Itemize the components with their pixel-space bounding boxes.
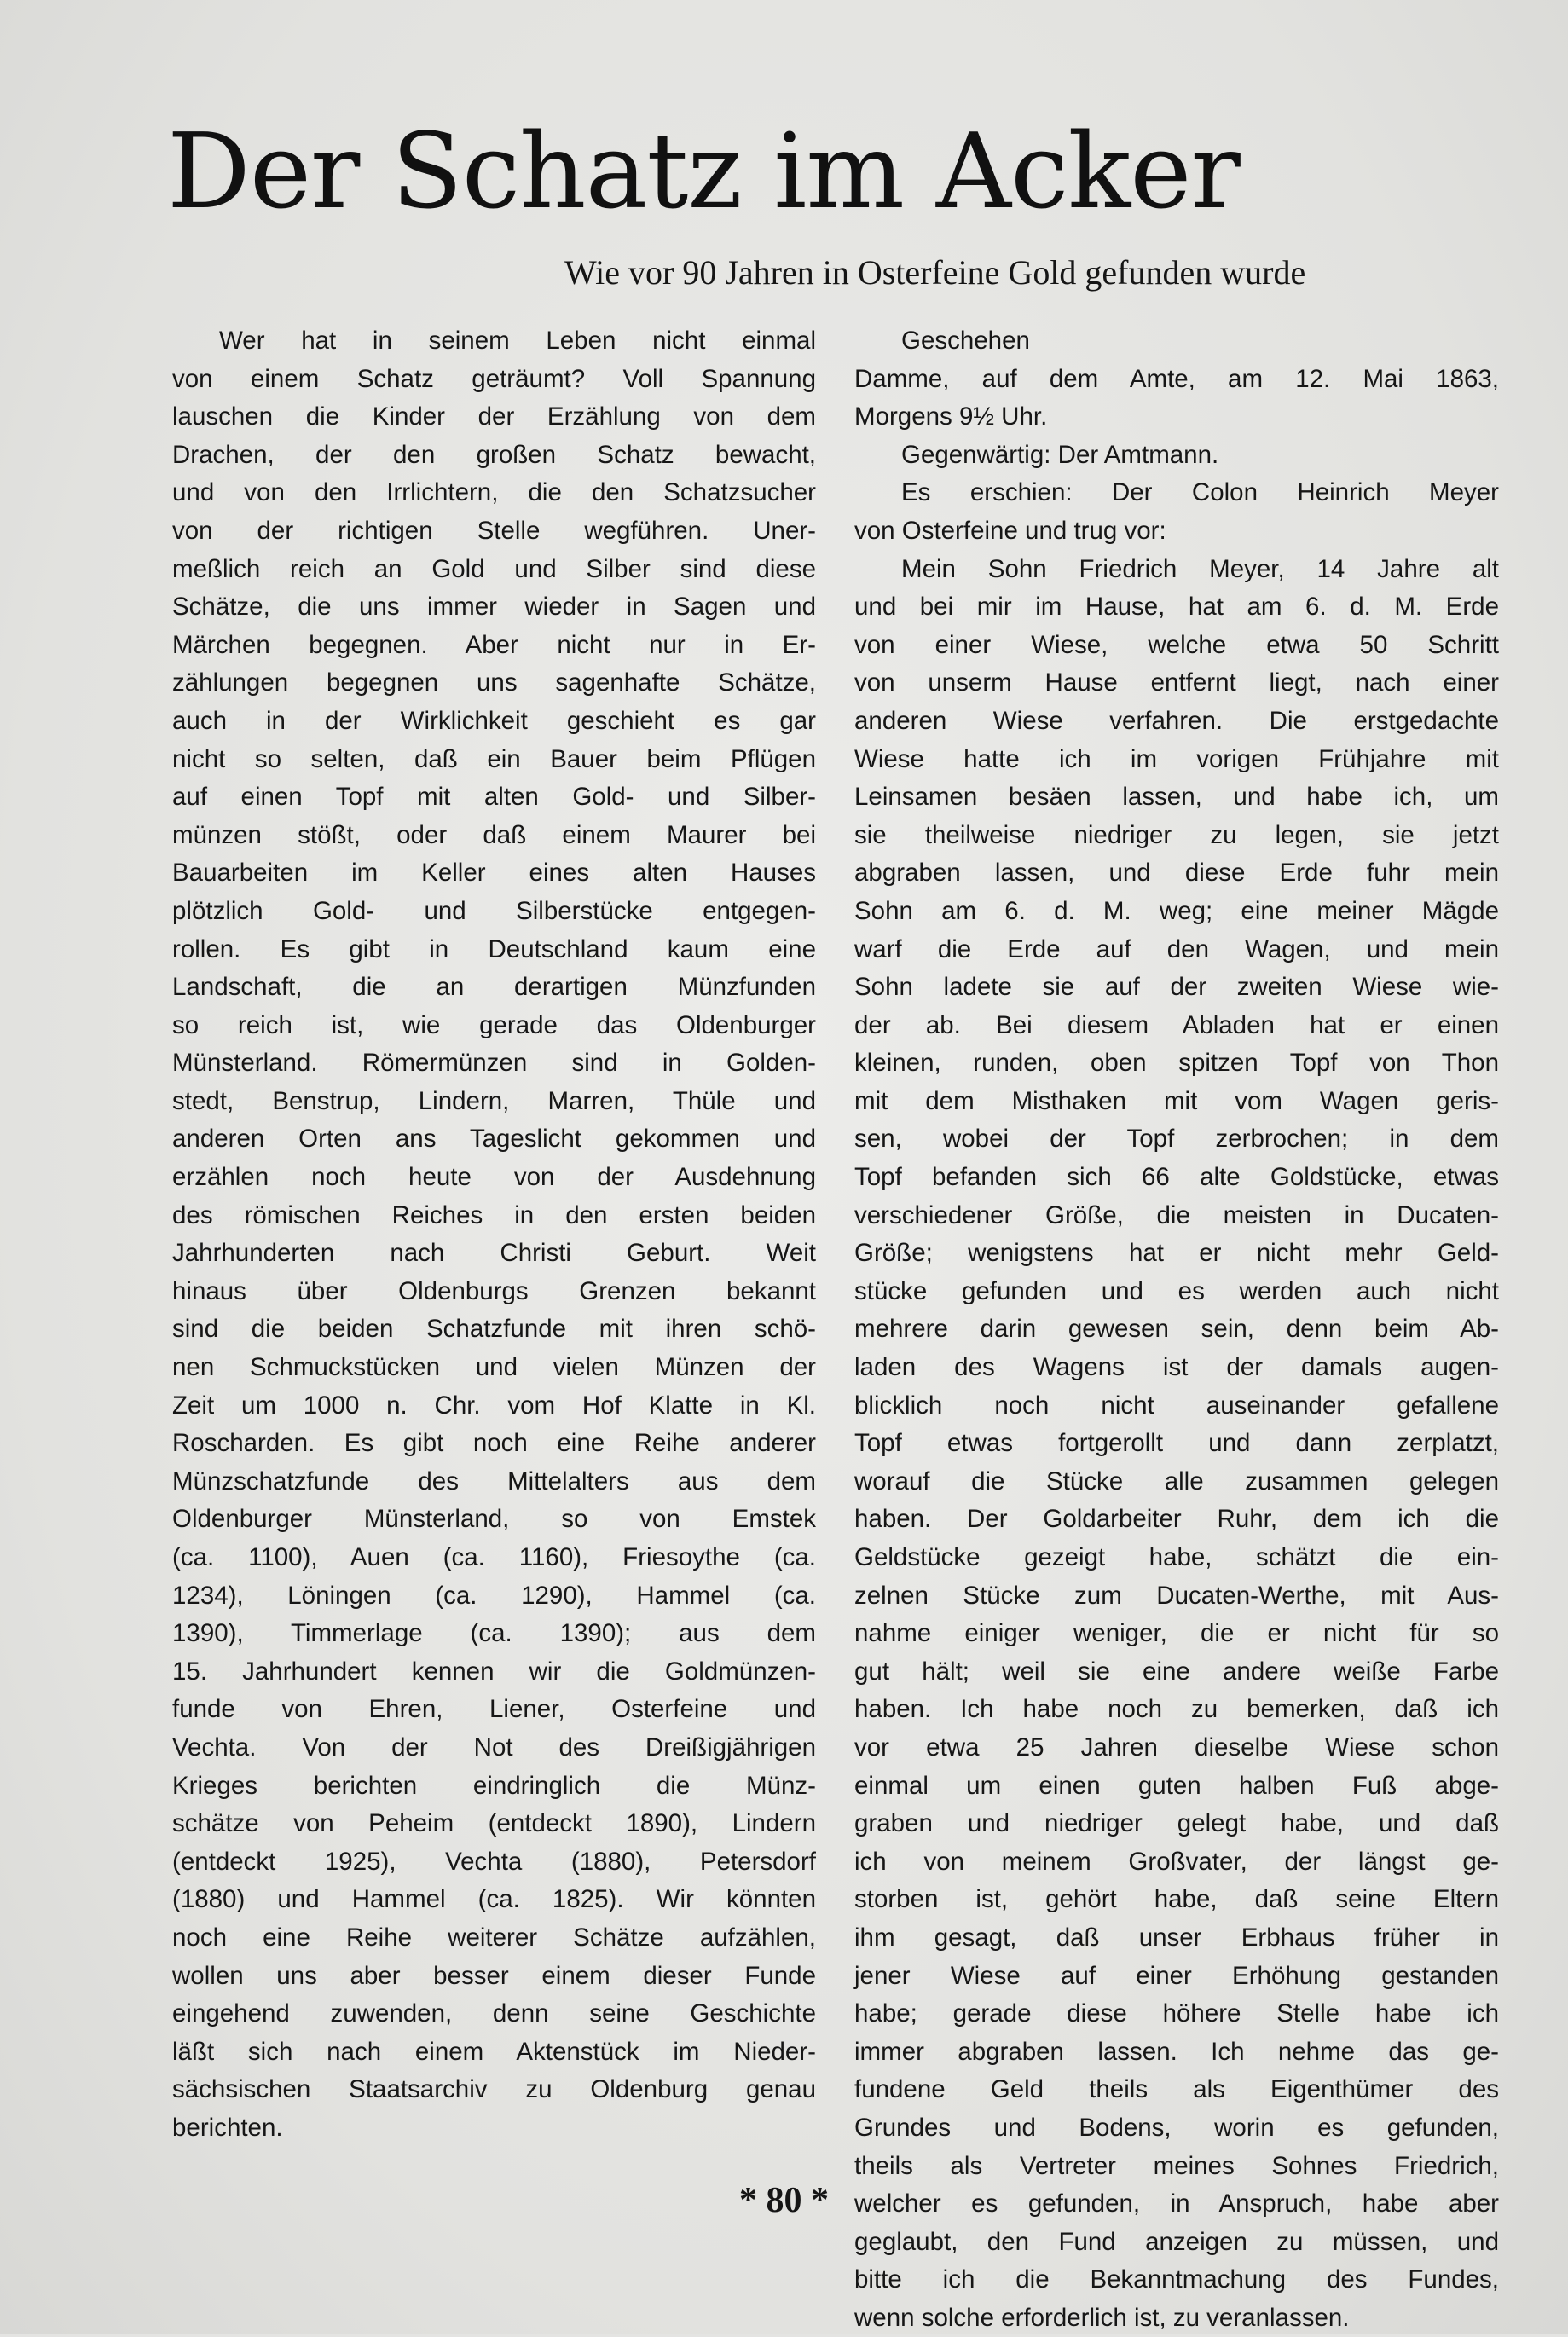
text-line: Geschehen [901,327,1030,355]
text-line: so reich ist, wie gerade das Oldenburger [172,1010,816,1039]
page-number: * 80 * [739,2181,829,2220]
text-line: schätze von Peheim (entdeckt 1890), Lindern [172,1809,816,1838]
text-line: 15. Jahrhundert kennen wir die Goldmünzen- [172,1657,816,1686]
text-line: von unserm Hause entfernt liegt, nach einer [854,668,1499,697]
text-line: des römischen Reiches in den ersten beiden [172,1200,816,1229]
text-line: hinaus über Oldenburgs Grenzen bekannt [172,1276,816,1305]
text-line: warf die Erde auf den Wagen, und mein [854,934,1499,963]
article-subtitle: Wie vor 90 Jahren in Osterfeine Gold gefunden wurde [564,253,1306,292]
text-line: kleinen, runden, oben spitzen Topf von Thon [854,1049,1499,1078]
text-line: rollen. Es gibt in Deutschland kaum eine [172,934,816,963]
text-line: laden des Wagens ist der damals augen- [854,1353,1499,1382]
text-line: gut hält; weil sie eine andere weiße Farbe [854,1657,1499,1686]
text-line: blicklich noch nicht auseinander gefallene [854,1391,1499,1420]
text-line: erzählen noch heute von der Ausdehnung [172,1163,816,1192]
text-line: Es erschien: Der Colon Heinrich Meyer [901,478,1499,507]
text-line: Bauarbeiten im Keller eines alten Hauses [172,859,816,888]
text-line: Märchen begegnen. Aber nicht nur in Er- [172,630,816,659]
text-line: Grundes und Bodens, worin es gefunden, [854,2113,1499,2142]
text-line: anderen Wiese verfahren. Die erstgedachte [854,706,1499,735]
text-line: Krieges berichten eindringlich die Münz- [172,1771,816,1800]
text-line: Sohn ladete sie auf der zweiten Wiese wie- [854,973,1499,1002]
text-line: auch in der Wirklichkeit geschieht es gar [172,706,816,735]
text-line: nahme einiger weniger, die er nicht für so [854,1619,1499,1648]
text-line: abgraben lassen, und diese Erde fuhr mein [854,859,1499,888]
text-line: Jahrhunderten nach Christi Geburt. Weit [172,1239,816,1268]
text-line: welcher es gefunden, in Anspruch, habe aber [854,2189,1499,2218]
text-line: Leinsamen besäen lassen, und habe ich, um [854,783,1499,812]
text-line: Größe; wenigstens hat er nicht mehr Geld- [854,1239,1499,1268]
text-line: haben. Der Goldarbeiter Ruhr, dem ich die [854,1505,1499,1534]
text-line: und bei mir im Hause, hat am 6. d. M. Erde [854,593,1499,622]
text-line: berichten. [172,2113,283,2142]
text-line: sie theilweise niedriger zu legen, sie jetzt [854,820,1499,849]
right-text-column [854,322,1499,2337]
text-line: wollen uns aber besser einem dieser Funde [172,1961,816,1990]
text-line: Münzschatzfunde des Mittelalters aus dem [172,1466,816,1495]
text-line: von Osterfeine und trug vor: [854,516,1166,545]
text-line: (entdeckt 1925), Vechta (1880), Petersdorf [172,1847,816,1876]
text-line: Damme, auf dem Amte, am 12. Mai 1863, [854,364,1499,393]
text-line: fundene Geld theils als Eigenthümer des [854,2075,1499,2104]
text-line: mit dem Misthaken mit vom Wagen geris- [854,1086,1499,1115]
text-line: von einem Schatz geträumt? Voll Spannung [172,364,816,393]
text-line: theils als Vertreter meines Sohnes Friedrich, [854,2151,1499,2180]
text-line: jener Wiese auf einer Erhöhung gestanden [854,1961,1499,1990]
text-line: einmal um einen guten halben Fuß abge- [854,1771,1499,1800]
text-line: sächsischen Staatsarchiv zu Oldenburg genau [172,2075,816,2104]
text-line: vor etwa 25 Jahren dieselbe Wiese schon [854,1733,1499,1761]
text-line: Landschaft, die an derartigen Münzfunden [172,973,816,1002]
text-line: Morgens 9½ Uhr. [854,402,1048,431]
text-line: und von den Irrlichtern, die den Schatzsucher [172,478,816,507]
text-line: (ca. 1100), Auen (ca. 1160), Friesoythe (ca. [172,1543,816,1571]
text-line: noch eine Reihe weiterer Schätze aufzählen, [172,1923,816,1952]
text-line: auf einen Topf mit alten Gold- und Silber- [172,783,816,812]
text-line: habe; gerade diese höhere Stelle habe ich [854,1999,1499,2028]
text-line: Wer hat in seinem Leben nicht einmal [219,327,816,355]
text-line: Münsterland. Römermünzen sind in Golden- [172,1049,816,1078]
text-line: zelnen Stücke zum Ducaten-Werthe, mit Aus- [854,1581,1499,1610]
text-line: der ab. Bei diesem Abladen hat er einen [854,1010,1499,1039]
text-line: bitte ich die Bekanntmachung des Fundes, [854,2265,1499,2294]
text-line: 1390), Timmerlage (ca. 1390); aus dem [172,1619,816,1648]
text-line: worauf die Stücke alle zusammen gelegen [854,1466,1499,1495]
text-line: stedt, Benstrup, Lindern, Marren, Thüle und [172,1086,816,1115]
text-line: storben ist, gehört habe, daß seine Eltern [854,1885,1499,1914]
text-line: plötzlich Gold- und Silberstücke entgegen- [172,896,816,925]
text-line: wenn solche erforderlich ist, zu veranlassen. [854,2303,1350,2332]
text-line: von einer Wiese, welche etwa 50 Schritt [854,630,1499,659]
text-line: sind die beiden Schatzfunde mit ihren schö- [172,1315,816,1344]
text-line: lauschen die Kinder der Erzählung von dem [172,402,816,431]
text-line: ich von meinem Großvater, der längst ge- [854,1847,1499,1876]
text-line: stücke gefunden und es werden auch nicht [854,1276,1499,1305]
text-line: Vechta. Von der Not des Dreißigjährigen [172,1733,816,1761]
left-text-column [172,322,816,2148]
text-line: Mein Sohn Friedrich Meyer, 14 Jahre alt [901,554,1499,583]
text-line: meßlich reich an Gold und Silber sind diese [172,554,816,583]
text-line: von der richtigen Stelle wegführen. Uner- [172,516,816,545]
text-line: Topf befanden sich 66 alte Goldstücke, etwas [854,1163,1499,1192]
text-line: Geldstücke gezeigt habe, schätzt die ein- [854,1543,1499,1571]
text-line: haben. Ich habe noch zu bemerken, daß ich [854,1695,1499,1724]
text-line: nicht so selten, daß ein Bauer beim Pflügen [172,744,816,773]
article-title: Der Schatz im Acker [167,111,1240,232]
text-line: geglaubt, den Fund anzeigen zu müssen, und [854,2227,1499,2256]
text-line: anderen Orten ans Tageslicht gekommen und [172,1125,816,1154]
text-line: Roscharden. Es gibt noch eine Reihe anderer [172,1429,816,1458]
text-line: Schätze, die uns immer wieder in Sagen und [172,593,816,622]
text-line: mehrere darin gewesen sein, denn beim Ab- [854,1315,1499,1344]
text-line: funde von Ehren, Liener, Osterfeine und [172,1695,816,1724]
text-line: zählungen begegnen uns sagenhafte Schätze, [172,668,816,697]
text-line: Drachen, der den großen Schatz bewacht, [172,440,816,469]
text-line: Wiese hatte ich im vorigen Frühjahre mit [854,744,1499,773]
text-line: Zeit um 1000 n. Chr. vom Hof Klatte in Kl. [172,1391,816,1420]
text-line: läßt sich nach einem Aktenstück im Nieder- [172,2037,816,2066]
text-line: Gegenwärtig: Der Amtmann. [901,440,1219,469]
text-line: 1234), Löningen (ca. 1290), Hammel (ca. [172,1581,816,1610]
text-line: nen Schmuckstücken und vielen Münzen der [172,1353,816,1382]
text-line: immer abgraben lassen. Ich nehme das ge- [854,2037,1499,2066]
text-line: verschiedener Größe, die meisten in Ducaten- [854,1200,1499,1229]
text-line: münzen stößt, oder daß einem Maurer bei [172,820,816,849]
text-line: sen, wobei der Topf zerbrochen; in dem [854,1125,1499,1154]
text-line: Topf etwas fortgerollt und dann zerplatzt, [854,1429,1499,1458]
text-line: (1880) und Hammel (ca. 1825). Wir könnten [172,1885,816,1914]
text-line: Sohn am 6. d. M. weg; eine meiner Mägde [854,896,1499,925]
text-line: graben und niedriger gelegt habe, und daß [854,1809,1499,1838]
text-line: eingehend zuwenden, denn seine Geschichte [172,1999,816,2028]
text-line: ihm gesagt, daß unser Erbhaus früher in [854,1923,1499,1952]
text-line: Oldenburger Münsterland, so von Emstek [172,1505,816,1534]
